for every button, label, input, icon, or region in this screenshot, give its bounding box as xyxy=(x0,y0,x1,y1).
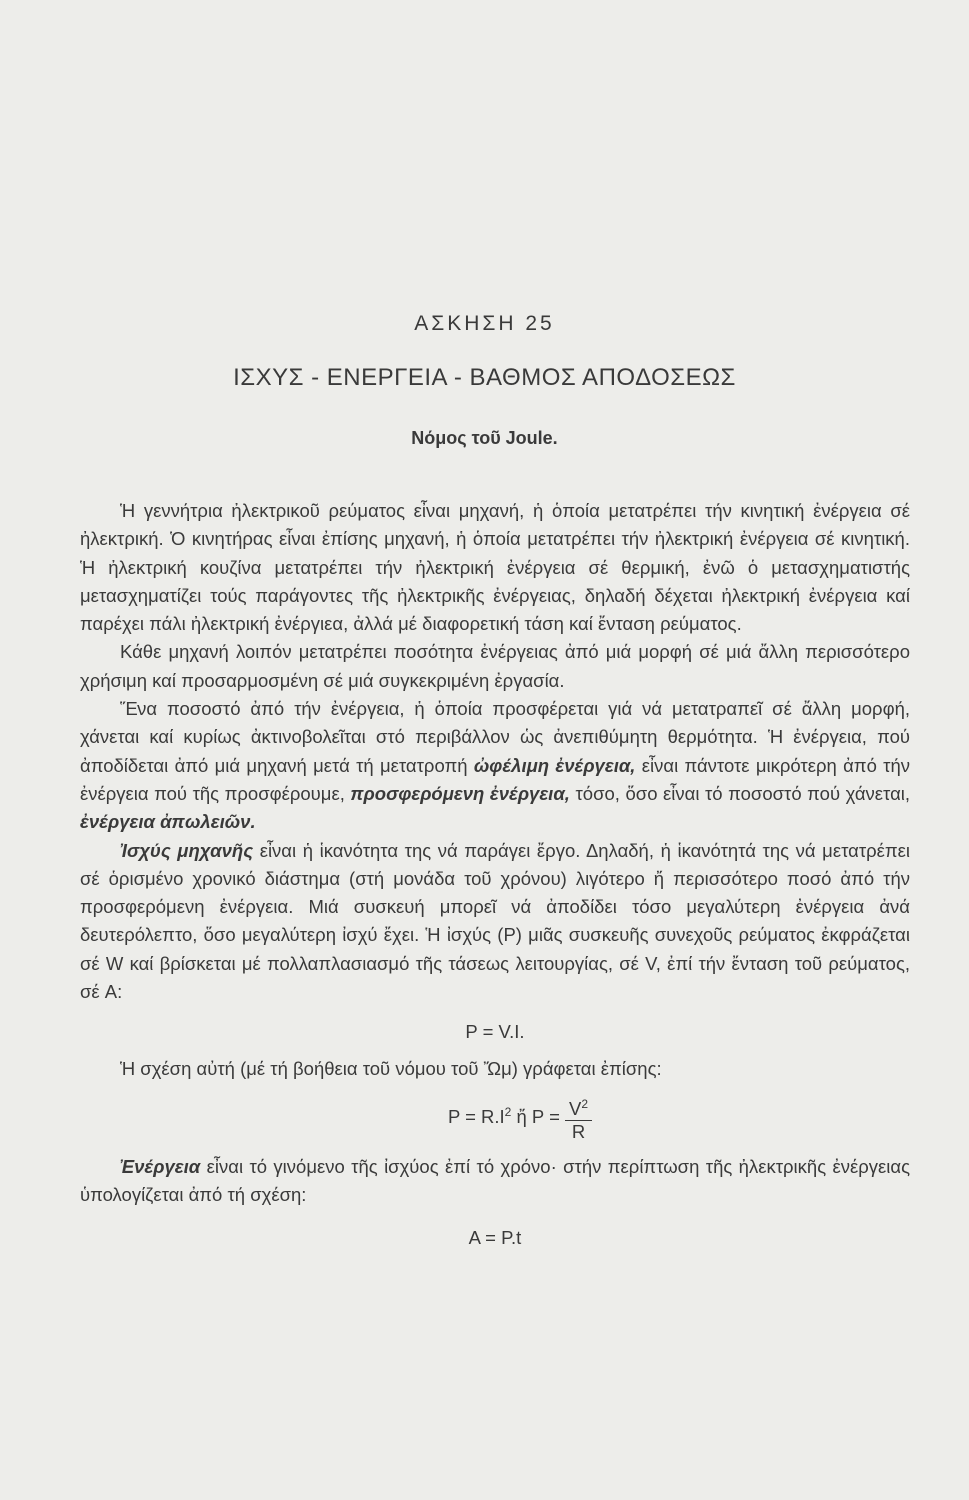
fraction-numerator: $V^2$ xyxy=(565,1093,592,1121)
energy-text: εἶναι τό γινόμενο τῆς ἰσχύος ἐπί τό χρόνο· στήν περίπτωση τῆς ἠλεκτρικῆς ἐνέργειας ὑπολογίζεται ἀπό τή σχέση: xyxy=(80,1156,910,1206)
body-text xyxy=(80,497,910,1260)
term-energy: Ἐνέργεια xyxy=(120,1156,201,1178)
term-useful-energy: ὠφέλιμη ἐνέργεια, xyxy=(473,754,636,776)
losses-text-b: εἶναι πάντοτε μικρότερη ἀπό τήν ἐνέργεια πού τῆς προσφέρουμε, xyxy=(80,754,911,804)
formula2-exponent: 2 xyxy=(504,1104,512,1119)
exercise-number: ΑΣΚΗΣΗ 25 xyxy=(414,312,555,335)
fraction-denominator: R xyxy=(571,1121,586,1143)
paragraph-generator: Ἡ γεννήτρια ἠλεκτρικοῦ ρεύματος εἶναι μηχανή, ἡ ὁποία μετατρέπει τήν κινητική ἐνέργεια σέ ἠλεκτρική. Ὁ κινητήρας εἶναι ἐπίσης μηχανή, ἡ ὁποία μετατρέπει τήν ἠλεκτρική ἐνέργεια σέ κινητική. Ἡ ἠλεκτρική κουζίνα μετατρέπει τήν ἠλεκτρική ἐνέργεια σέ θερμική, ἐνῶ ὁ μετασχηματιστής μετασχηματίζει τούς παράγοντες τῆς ἠλεκτρικῆς ἐνέργειας, δηλαδή δέχεται ἠλεκτρική ἐνέργεια καί παρέχει πάλι ἠλεκτρική ἐνέργιεα, ἀλλά μέ διαφορετική τάση καί ἔνταση ρεύματος. xyxy=(80,500,910,635)
formula-energy: A = P.t xyxy=(468,1226,522,1248)
losses-text-c: τόσο, ὅσο εἶναι τό ποσοστό πού χάνεται, xyxy=(575,782,911,804)
paragraph-power xyxy=(80,837,910,1007)
section-subtitle: Νόμος τοῦ Joule. xyxy=(411,428,558,448)
power-text: εἶναι ἡ ἱκανότητα της νά παράγει ἔργο. Δηλαδή, ἡ ἱκανότητά της νά μετατρέπει σέ ὁρισμένο χρονικό διάστημα (στή μονάδα τοῦ χρόνου) λιγότερο ἤ περισσότερο ποσό ἀπό τήν προσφερόμενη ἐνέργεια. Μιά συσκευή μπορεῖ νά ἀποδίδει τόσο μεγαλύτερη ἐνέργεια ἀνά δευτερόλεπτο, ὅσο μεγαλύτερη ἰσχύ ἔχει. Ἡ ἰσχύς (P) μιᾶς συσκευῆς συνεχοῦς ρεύματος ἐκφράζεται σέ W καί βρίσκεται μέ πολλαπλασιασμό τῆς τάσεως λειτουργίας, σέ V, ἐπί τήν ἔνταση τοῦ ρεύματος, σέ A: xyxy=(80,839,911,1003)
term-machine-power: Ἰσχύς μηχανῆς xyxy=(120,839,254,861)
paragraph-machine: Κάθε μηχανή λοιπόν μετατρέπει ποσότητα ἐνέργειας ἀπό μιά μορφή σέ μιά ἄλλη περισσότερο χρήσιμη καί προσαρμοσμένη σέ μιά συγκεκριμένη ἐργασία. xyxy=(80,641,910,691)
formula2-or: ἤ P = xyxy=(516,1105,560,1127)
term-offered-energy: προσφερόμενη ἐνέργεια, xyxy=(350,782,570,804)
paragraph-ohm: Ἡ σχέση αὐτή (μέ τή βοήθεια τοῦ νόμου τοῦ Ὤμ) γράφεται ἐπίσης: xyxy=(120,1057,662,1079)
paragraph-energy xyxy=(80,1153,910,1210)
term-loss-energy: ἐνέργεια ἀπωλειῶν. xyxy=(80,811,256,833)
fraction xyxy=(565,1093,592,1143)
paragraph-losses xyxy=(80,695,910,836)
formula2-left: P = R.I xyxy=(447,1105,505,1127)
formula-power-alt xyxy=(80,1093,910,1143)
losses-text-a: Ἕνα ποσοστό ἀπό τήν ἐνέργεια, ἡ ὁποία προσφέρεται γιά νά μετατραπεῖ σέ ἄλλη μορφή, χάνεται καί κυρίως ἀκτινοβολεῖται στό περιβάλλον ὡς ἀνεπιθύμητη θερμότητα. Ἡ ἐνέργεια, πού ἀποδίδεται ἀπό μιά μηχανή μετά τή μετατροπή xyxy=(80,698,910,776)
page-title: ΙΣΧΥΣ - ΕΝΕΡΓΕΙΑ - ΒΑΘΜΟΣ ΑΠΟΔΟΣΕΩΣ xyxy=(233,364,736,391)
formula-power: P = V.I. xyxy=(465,1021,525,1043)
